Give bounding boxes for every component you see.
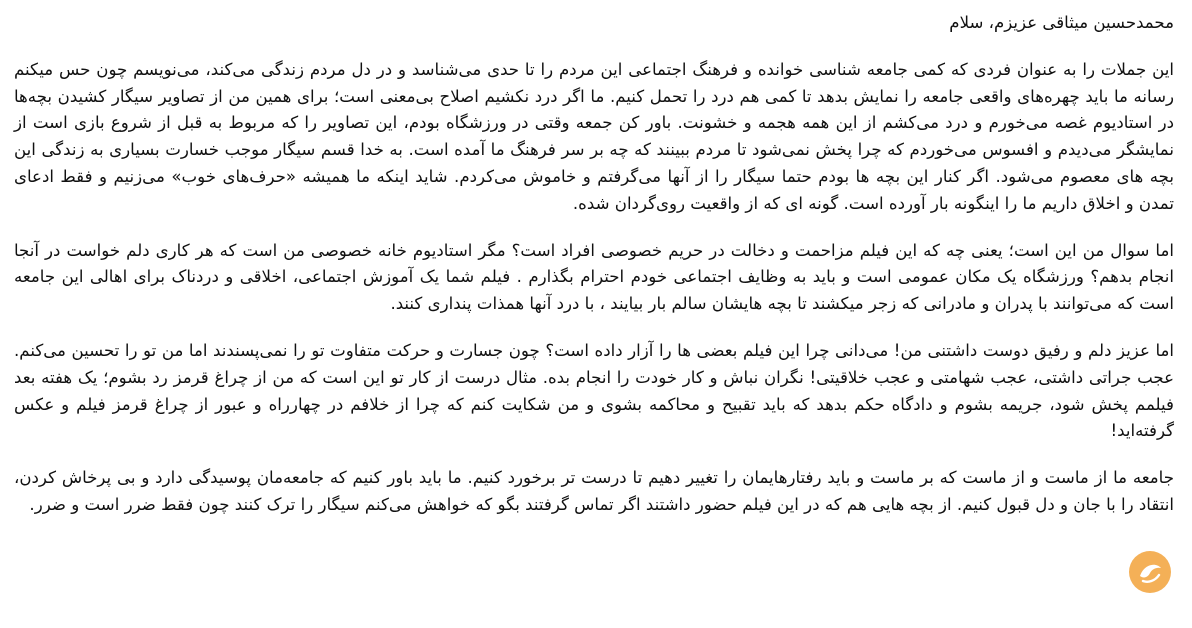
publisher-logo-icon [1128,550,1172,594]
paragraph-1: این جملات را به عنوان فردی که کمی جامعه شناسی خوانده و فرهنگ اجتماعی این مردم را تا حدی می‌شناسد و در دل مردم زندگی می‌کند، می‌نویسم چون حس میکنم رسانه ما باید چهره‌های واقعی جامعه را نمایش بدهد تا کمی هم درد را تحمل کنیم. ما اگر درد نکشیم اصلاح بی‌معنی است؛ برای همین من از تصاویر سیگار کشیدن بچه‌ها در استادیوم غصه می‌خورم و درد می‌کشم از این همه هجمه و خشونت. باور کن جمعه وقتی در ورزشگاه بودم، این تصاویر را که مربوط به قبل از شروع بازی است از نمایشگر می‌دیدم و افسوس می‌خوردم که چرا پخش نمی‌شود تا مردم ببینند که چه بر سر فرهنگ ما آمده است. به خدا قسم سیگار موجب خسارت بسیاری به زندگی این بچه های معصوم می‌شود. اگر کنار این بچه ها بودم حتما سیگار را از آنها می‌گرفتم و خاموش می‌کردم. شاید اینکه ما همیشه «حرف‌های خوب» می‌زنیم و فقط ادعای تمدن و اخلاق داریم ما را اینگونه بار آورده است. گونه ای که از واقعیت روی‌گردان شده. [14,59,1174,213]
letter-document [14,10,1174,519]
letter-greeting: محمدحسین میثاقی عزیزم، سلام [949,13,1174,32]
paragraph-2: اما سوال من این است؛ یعنی چه که این فیلم مزاحمت و دخالت در حریم خصوصی افراد است؟ مگر استادیوم خانه خصوصی من است که هر کاری دلم خواست در آنجا انجام بدهم؟ ورزشگاه یک مکان عمومی است و باید به وظایف اجتماعی خودم احترام بگذارم . فیلم شما یک آموزش اجتماعی، اخلاقی و دردناک برای اهالی این جامعه است که می‌توانند با پدران و مادرانی که زجر میکشند تا بچه هایشان سالم بار بیایند ، با درد آنها همذات پنداری کنند. [14,240,1174,314]
paragraph-4: جامعه ما از ماست و از ماست که بر ماست و باید رفتارهایمان را تغییر دهیم تا درست تر برخورد کنیم. ما باید باور کنیم که جامعه‌مان پوسیدگی دارد و بی پرخاش کردن، انتقاد را با جان و دل قبول کنیم. از بچه هایی هم که در این فیلم حضور داشتند اگر تماس گرفتند بگو که خواهش می‌کنم سیگار را ترک کنند چون فقط ضرر است و ضرر. [14,468,1174,514]
paragraph-3: اما عزیز دلم و رفیق دوست داشتنی من! می‌دانی چرا این فیلم بعضی ها را آزار داده است؟ چون جسارت و حرکت متفاوت تو را نمی‌پسندند اما من تو را تحسین می‌کنم. عجب جراتی داشتی، عجب شهامتی و عجب خلاقیتی! نگران نباش و کار خودت را انجام بده. مثال درست از کار تو این است که من از چراغ قرمز رد بشوم؛ یک هفته بعد فیلمم پخش شود، جریمه بشوم و دادگاه حکم بدهد که باید تقبیح و محاکمه بشوی و من شکایت کنم که چرا از خلافم در چهارراه و عبور از چراغ قرمز فیلم و عکس گرفته‌اید! [14,340,1174,441]
